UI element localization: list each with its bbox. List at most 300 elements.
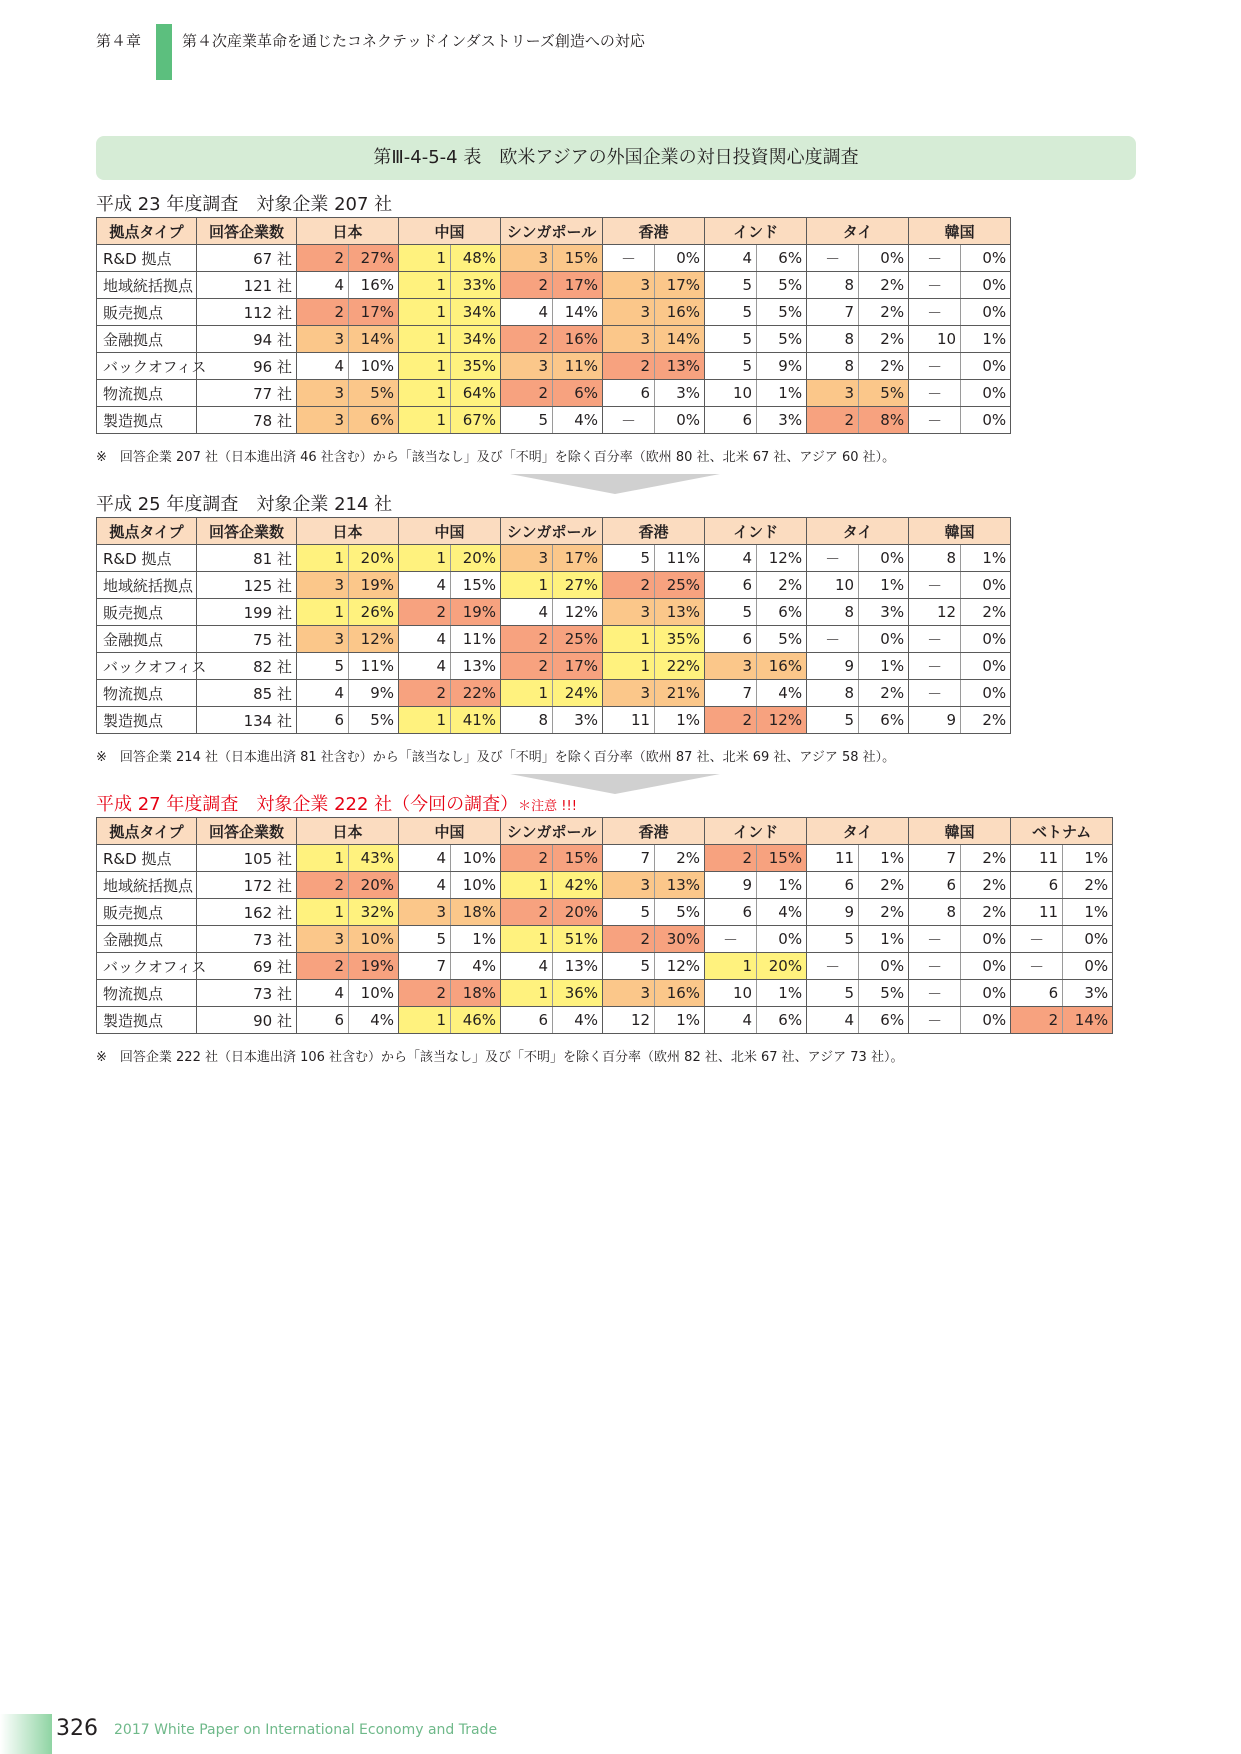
rank-cell: － bbox=[1011, 926, 1063, 953]
rank-cell: 1 bbox=[399, 545, 451, 572]
rank-cell: 1 bbox=[603, 626, 655, 653]
chapter-label: 第４章 bbox=[96, 32, 142, 50]
percent-cell: 0% bbox=[1063, 926, 1113, 953]
rank-cell: 2 bbox=[399, 599, 451, 626]
percent-cell: 2% bbox=[859, 326, 909, 353]
rank-cell: 2 bbox=[501, 380, 553, 407]
table-row bbox=[97, 926, 1113, 953]
rank-cell: 3 bbox=[603, 680, 655, 707]
respondent-count: 73 社 bbox=[197, 980, 297, 1007]
column-header-count: 回答企業数 bbox=[197, 218, 297, 245]
percent-cell: 67% bbox=[451, 407, 501, 434]
table-header-row bbox=[97, 218, 1011, 245]
row-label: 製造拠点 bbox=[97, 1007, 197, 1034]
rank-cell: 5 bbox=[705, 326, 757, 353]
row-label: 金融拠点 bbox=[97, 926, 197, 953]
percent-cell: 19% bbox=[349, 572, 399, 599]
table-row bbox=[97, 299, 1011, 326]
percent-cell: 1% bbox=[757, 380, 807, 407]
rank-cell: － bbox=[909, 299, 961, 326]
rank-cell: 8 bbox=[501, 707, 553, 734]
column-header-region: インド bbox=[705, 518, 807, 545]
rank-cell: － bbox=[603, 407, 655, 434]
rank-cell: 3 bbox=[501, 545, 553, 572]
rank-cell: 3 bbox=[297, 572, 349, 599]
percent-cell: 41% bbox=[451, 707, 501, 734]
rank-cell: 1 bbox=[399, 299, 451, 326]
percent-cell: 11% bbox=[451, 626, 501, 653]
table-row bbox=[97, 599, 1011, 626]
rank-cell: 5 bbox=[603, 899, 655, 926]
percent-cell: 1% bbox=[451, 926, 501, 953]
percent-cell: 16% bbox=[349, 272, 399, 299]
percent-cell: 18% bbox=[451, 980, 501, 1007]
respondent-count: 82 社 bbox=[197, 653, 297, 680]
rank-cell: － bbox=[1011, 953, 1063, 980]
percent-cell: 3% bbox=[859, 599, 909, 626]
rank-cell: 3 bbox=[807, 380, 859, 407]
percent-cell: 35% bbox=[451, 353, 501, 380]
percent-cell: 13% bbox=[655, 599, 705, 626]
respondent-count: 90 社 bbox=[197, 1007, 297, 1034]
percent-cell: 16% bbox=[757, 653, 807, 680]
percent-cell: 35% bbox=[655, 626, 705, 653]
percent-cell: 22% bbox=[655, 653, 705, 680]
row-label: バックオフィス bbox=[97, 653, 197, 680]
table-row bbox=[97, 353, 1011, 380]
respondent-count: 162 社 bbox=[197, 899, 297, 926]
rank-cell: 2 bbox=[501, 272, 553, 299]
rank-cell: 5 bbox=[603, 953, 655, 980]
percent-cell: 30% bbox=[655, 926, 705, 953]
row-label: R&D 拠点 bbox=[97, 845, 197, 872]
table-row bbox=[97, 980, 1113, 1007]
rank-cell: 7 bbox=[603, 845, 655, 872]
rank-cell: 5 bbox=[399, 926, 451, 953]
rank-cell: 11 bbox=[1011, 845, 1063, 872]
percent-cell: 4% bbox=[757, 680, 807, 707]
percent-cell: 6% bbox=[859, 1007, 909, 1034]
percent-cell: 0% bbox=[961, 572, 1011, 599]
row-label: バックオフィス bbox=[97, 953, 197, 980]
rank-cell: － bbox=[705, 926, 757, 953]
rank-cell: 1 bbox=[399, 272, 451, 299]
percent-cell: 2% bbox=[859, 272, 909, 299]
percent-cell: 10% bbox=[451, 872, 501, 899]
respondent-count: 172 社 bbox=[197, 872, 297, 899]
rank-cell: 3 bbox=[297, 380, 349, 407]
percent-cell: 2% bbox=[961, 899, 1011, 926]
percent-cell: 0% bbox=[961, 980, 1011, 1007]
percent-cell: 2% bbox=[655, 845, 705, 872]
rank-cell: 2 bbox=[501, 326, 553, 353]
publication-title: 2017 White Paper on International Economy and Trade bbox=[114, 1722, 498, 1738]
row-label: 物流拠点 bbox=[97, 380, 197, 407]
percent-cell: 5% bbox=[859, 380, 909, 407]
rank-cell: 6 bbox=[705, 626, 757, 653]
rank-cell: 4 bbox=[807, 1007, 859, 1034]
chapter-accent-bar bbox=[156, 24, 172, 80]
percent-cell: 1% bbox=[1063, 845, 1113, 872]
rank-cell: 4 bbox=[297, 680, 349, 707]
rank-cell: 1 bbox=[297, 899, 349, 926]
survey-table-h25 bbox=[96, 517, 1011, 734]
percent-cell: 4% bbox=[349, 1007, 399, 1034]
rank-cell: － bbox=[909, 626, 961, 653]
column-header-region: 中国 bbox=[399, 218, 501, 245]
rank-cell: 3 bbox=[603, 299, 655, 326]
rank-cell: － bbox=[807, 545, 859, 572]
rank-cell: 3 bbox=[705, 653, 757, 680]
respondent-count: 199 社 bbox=[197, 599, 297, 626]
percent-cell: 0% bbox=[655, 407, 705, 434]
rank-cell: 1 bbox=[501, 926, 553, 953]
percent-cell: 13% bbox=[451, 653, 501, 680]
rank-cell: 4 bbox=[705, 1007, 757, 1034]
rank-cell: － bbox=[807, 245, 859, 272]
column-header-region: シンガポール bbox=[501, 218, 603, 245]
survey-subtitle-h27-text: 平成 27 年度調査 対象企業 222 社（今回の調査） bbox=[96, 794, 519, 815]
rank-cell: － bbox=[603, 245, 655, 272]
percent-cell: 13% bbox=[655, 872, 705, 899]
percent-cell: 3% bbox=[553, 707, 603, 734]
table-header-row bbox=[97, 818, 1113, 845]
row-label: R&D 拠点 bbox=[97, 545, 197, 572]
row-label: 金融拠点 bbox=[97, 326, 197, 353]
row-label: バックオフィス bbox=[97, 353, 197, 380]
figure-title-banner: 第Ⅲ-4-5-4 表 欧米アジアの外国企業の対日投資関心度調査 bbox=[96, 136, 1136, 180]
table-row bbox=[97, 272, 1011, 299]
percent-cell: 14% bbox=[655, 326, 705, 353]
percent-cell: 25% bbox=[553, 626, 603, 653]
percent-cell: 2% bbox=[859, 680, 909, 707]
percent-cell: 20% bbox=[451, 545, 501, 572]
percent-cell: 17% bbox=[553, 545, 603, 572]
percent-cell: 2% bbox=[859, 899, 909, 926]
percent-cell: 2% bbox=[859, 353, 909, 380]
rank-cell: － bbox=[909, 380, 961, 407]
rank-cell: 3 bbox=[501, 245, 553, 272]
percent-cell: 0% bbox=[961, 299, 1011, 326]
column-header-region: 韓国 bbox=[909, 518, 1011, 545]
percent-cell: 12% bbox=[349, 626, 399, 653]
rank-cell: 1 bbox=[705, 953, 757, 980]
percent-cell: 36% bbox=[553, 980, 603, 1007]
survey-subtitle-h23: 平成 23 年度調査 対象企業 207 社 bbox=[96, 194, 393, 215]
percent-cell: 27% bbox=[349, 245, 399, 272]
rank-cell: 10 bbox=[705, 980, 757, 1007]
percent-cell: 20% bbox=[349, 545, 399, 572]
rank-cell: 8 bbox=[807, 326, 859, 353]
percent-cell: 10% bbox=[349, 980, 399, 1007]
percent-cell: 17% bbox=[349, 299, 399, 326]
rank-cell: 4 bbox=[705, 245, 757, 272]
down-arrow-icon bbox=[510, 474, 720, 494]
rank-cell: 4 bbox=[399, 872, 451, 899]
respondent-count: 94 社 bbox=[197, 326, 297, 353]
percent-cell: 1% bbox=[655, 707, 705, 734]
rank-cell: 1 bbox=[297, 545, 349, 572]
column-header-region: 韓国 bbox=[909, 218, 1011, 245]
rank-cell: 8 bbox=[909, 899, 961, 926]
percent-cell: 0% bbox=[859, 953, 909, 980]
rank-cell: 6 bbox=[909, 872, 961, 899]
row-label: 販売拠点 bbox=[97, 599, 197, 626]
column-header-region: タイ bbox=[807, 818, 909, 845]
rank-cell: 9 bbox=[807, 653, 859, 680]
rank-cell: 7 bbox=[909, 845, 961, 872]
percent-cell: 15% bbox=[553, 245, 603, 272]
rank-cell: 4 bbox=[399, 572, 451, 599]
column-header-region: 韓国 bbox=[909, 818, 1011, 845]
rank-cell: 6 bbox=[1011, 980, 1063, 1007]
rank-cell: 6 bbox=[807, 872, 859, 899]
percent-cell: 2% bbox=[859, 872, 909, 899]
percent-cell: 1% bbox=[655, 1007, 705, 1034]
percent-cell: 32% bbox=[349, 899, 399, 926]
rank-cell: 2 bbox=[603, 926, 655, 953]
percent-cell: 26% bbox=[349, 599, 399, 626]
rank-cell: 1 bbox=[399, 245, 451, 272]
rank-cell: 3 bbox=[297, 407, 349, 434]
rank-cell: 4 bbox=[399, 653, 451, 680]
rank-cell: 2 bbox=[501, 653, 553, 680]
rank-cell: 1 bbox=[399, 380, 451, 407]
percent-cell: 24% bbox=[553, 680, 603, 707]
table-row bbox=[97, 680, 1011, 707]
percent-cell: 20% bbox=[349, 872, 399, 899]
respondent-count: 75 社 bbox=[197, 626, 297, 653]
rank-cell: 3 bbox=[297, 326, 349, 353]
rank-cell: 2 bbox=[297, 299, 349, 326]
rank-cell: 6 bbox=[501, 1007, 553, 1034]
respondent-count: 134 社 bbox=[197, 707, 297, 734]
rank-cell: 9 bbox=[705, 872, 757, 899]
table-row bbox=[97, 380, 1011, 407]
rank-cell: 9 bbox=[909, 707, 961, 734]
rank-cell: 3 bbox=[603, 272, 655, 299]
percent-cell: 0% bbox=[859, 626, 909, 653]
table-row bbox=[97, 1007, 1113, 1034]
percent-cell: 10% bbox=[349, 353, 399, 380]
respondent-count: 121 社 bbox=[197, 272, 297, 299]
rank-cell: 8 bbox=[807, 272, 859, 299]
column-header-region: インド bbox=[705, 818, 807, 845]
rank-cell: 2 bbox=[399, 680, 451, 707]
row-label: 地域統括拠点 bbox=[97, 872, 197, 899]
rank-cell: － bbox=[909, 953, 961, 980]
percent-cell: 4% bbox=[451, 953, 501, 980]
rank-cell: 1 bbox=[297, 845, 349, 872]
percent-cell: 15% bbox=[757, 845, 807, 872]
column-header-region: シンガポール bbox=[501, 518, 603, 545]
percent-cell: 17% bbox=[553, 653, 603, 680]
rank-cell: 1 bbox=[501, 980, 553, 1007]
percent-cell: 5% bbox=[655, 899, 705, 926]
respondent-count: 78 社 bbox=[197, 407, 297, 434]
rank-cell: － bbox=[909, 980, 961, 1007]
percent-cell: 16% bbox=[553, 326, 603, 353]
percent-cell: 16% bbox=[655, 980, 705, 1007]
rank-cell: － bbox=[909, 572, 961, 599]
percent-cell: 0% bbox=[859, 545, 909, 572]
percent-cell: 0% bbox=[961, 272, 1011, 299]
rank-cell: 1 bbox=[399, 707, 451, 734]
percent-cell: 1% bbox=[859, 926, 909, 953]
rank-cell: 5 bbox=[807, 980, 859, 1007]
rank-cell: 2 bbox=[705, 845, 757, 872]
percent-cell: 48% bbox=[451, 245, 501, 272]
rank-cell: 2 bbox=[705, 707, 757, 734]
footnote-h25: ※ 回答企業 214 社（日本進出済 81 社含む）から「該当なし」及び「不明」を除く百分率（欧州 87 社、北米 69 社、アジア 58 社）。 bbox=[96, 750, 896, 765]
footnote-h27: ※ 回答企業 222 社（日本進出済 106 社含む）から「該当なし」及び「不明」を除く百分率（欧州 82 社、北米 67 社、アジア 73 社）。 bbox=[96, 1050, 904, 1065]
percent-cell: 2% bbox=[961, 872, 1011, 899]
rank-cell: － bbox=[909, 926, 961, 953]
percent-cell: 5% bbox=[757, 272, 807, 299]
percent-cell: 8% bbox=[859, 407, 909, 434]
rank-cell: 4 bbox=[501, 599, 553, 626]
percent-cell: 46% bbox=[451, 1007, 501, 1034]
percent-cell: 10% bbox=[349, 926, 399, 953]
percent-cell: 1% bbox=[859, 653, 909, 680]
column-header-region: 日本 bbox=[297, 818, 399, 845]
percent-cell: 0% bbox=[961, 407, 1011, 434]
rank-cell: 3 bbox=[297, 926, 349, 953]
percent-cell: 14% bbox=[1063, 1007, 1113, 1034]
rank-cell: 4 bbox=[705, 545, 757, 572]
rank-cell: 11 bbox=[807, 845, 859, 872]
table-row bbox=[97, 845, 1113, 872]
percent-cell: 9% bbox=[757, 353, 807, 380]
percent-cell: 2% bbox=[961, 845, 1011, 872]
percent-cell: 27% bbox=[553, 572, 603, 599]
rank-cell: 6 bbox=[603, 380, 655, 407]
table-row bbox=[97, 407, 1011, 434]
rank-cell: 10 bbox=[705, 380, 757, 407]
percent-cell: 4% bbox=[757, 899, 807, 926]
column-header-region: タイ bbox=[807, 218, 909, 245]
percent-cell: 12% bbox=[553, 599, 603, 626]
percent-cell: 2% bbox=[757, 572, 807, 599]
percent-cell: 1% bbox=[757, 872, 807, 899]
respondent-count: 96 社 bbox=[197, 353, 297, 380]
percent-cell: 0% bbox=[961, 353, 1011, 380]
rank-cell: 5 bbox=[603, 545, 655, 572]
rank-cell: 2 bbox=[297, 953, 349, 980]
table-row bbox=[97, 653, 1011, 680]
column-header-region: タイ bbox=[807, 518, 909, 545]
percent-cell: 1% bbox=[859, 572, 909, 599]
percent-cell: 11% bbox=[349, 653, 399, 680]
percent-cell: 6% bbox=[757, 599, 807, 626]
percent-cell: 4% bbox=[553, 1007, 603, 1034]
table-row bbox=[97, 545, 1011, 572]
percent-cell: 20% bbox=[757, 953, 807, 980]
percent-cell: 12% bbox=[655, 953, 705, 980]
percent-cell: 2% bbox=[1063, 872, 1113, 899]
column-header-region: 中国 bbox=[399, 518, 501, 545]
percent-cell: 11% bbox=[655, 545, 705, 572]
respondent-count: 69 社 bbox=[197, 953, 297, 980]
respondent-count: 125 社 bbox=[197, 572, 297, 599]
percent-cell: 13% bbox=[553, 953, 603, 980]
column-header-type: 拠点タイプ bbox=[97, 518, 197, 545]
percent-cell: 33% bbox=[451, 272, 501, 299]
percent-cell: 1% bbox=[757, 980, 807, 1007]
rank-cell: 7 bbox=[807, 299, 859, 326]
percent-cell: 10% bbox=[451, 845, 501, 872]
rank-cell: 5 bbox=[705, 599, 757, 626]
percent-cell: 19% bbox=[451, 599, 501, 626]
rank-cell: 1 bbox=[399, 353, 451, 380]
row-label: 物流拠点 bbox=[97, 980, 197, 1007]
rank-cell: 5 bbox=[705, 272, 757, 299]
rank-cell: 3 bbox=[603, 599, 655, 626]
percent-cell: 15% bbox=[553, 845, 603, 872]
rank-cell: 5 bbox=[297, 653, 349, 680]
percent-cell: 0% bbox=[655, 245, 705, 272]
rank-cell: 2 bbox=[297, 872, 349, 899]
percent-cell: 0% bbox=[961, 1007, 1011, 1034]
percent-cell: 1% bbox=[1063, 899, 1113, 926]
rank-cell: 6 bbox=[297, 1007, 349, 1034]
percent-cell: 9% bbox=[349, 680, 399, 707]
table-row bbox=[97, 326, 1011, 353]
rank-cell: 4 bbox=[399, 845, 451, 872]
page-number-bar bbox=[0, 1714, 52, 1754]
percent-cell: 0% bbox=[1063, 953, 1113, 980]
rank-cell: － bbox=[909, 680, 961, 707]
percent-cell: 5% bbox=[349, 380, 399, 407]
row-label: R&D 拠点 bbox=[97, 245, 197, 272]
row-label: 販売拠点 bbox=[97, 299, 197, 326]
percent-cell: 14% bbox=[349, 326, 399, 353]
column-header-type: 拠点タイプ bbox=[97, 818, 197, 845]
rank-cell: 4 bbox=[297, 353, 349, 380]
rank-cell: 6 bbox=[297, 707, 349, 734]
percent-cell: 0% bbox=[961, 380, 1011, 407]
column-header-region: 中国 bbox=[399, 818, 501, 845]
rank-cell: 9 bbox=[807, 899, 859, 926]
rank-cell: － bbox=[909, 653, 961, 680]
rank-cell: 12 bbox=[909, 599, 961, 626]
percent-cell: 25% bbox=[655, 572, 705, 599]
percent-cell: 0% bbox=[859, 245, 909, 272]
percent-cell: 6% bbox=[553, 380, 603, 407]
percent-cell: 43% bbox=[349, 845, 399, 872]
column-header-region: 香港 bbox=[603, 518, 705, 545]
column-header-region: ベトナム bbox=[1011, 818, 1113, 845]
percent-cell: 19% bbox=[349, 953, 399, 980]
percent-cell: 17% bbox=[553, 272, 603, 299]
percent-cell: 5% bbox=[757, 299, 807, 326]
rank-cell: 8 bbox=[909, 545, 961, 572]
row-label: 物流拠点 bbox=[97, 680, 197, 707]
row-label: 地域統括拠点 bbox=[97, 572, 197, 599]
column-header-region: 日本 bbox=[297, 218, 399, 245]
percent-cell: 0% bbox=[757, 926, 807, 953]
rank-cell: 3 bbox=[501, 353, 553, 380]
survey-table-h23 bbox=[96, 217, 1011, 434]
table-row bbox=[97, 707, 1011, 734]
chapter-title: 第４次産業革命を通じたコネクテッドインダストリーズ創造への対応 bbox=[182, 32, 645, 50]
percent-cell: 2% bbox=[961, 707, 1011, 734]
column-header-region: インド bbox=[705, 218, 807, 245]
column-header-region: 香港 bbox=[603, 218, 705, 245]
rank-cell: 5 bbox=[501, 407, 553, 434]
row-label: 金融拠点 bbox=[97, 626, 197, 653]
percent-cell: 1% bbox=[859, 845, 909, 872]
